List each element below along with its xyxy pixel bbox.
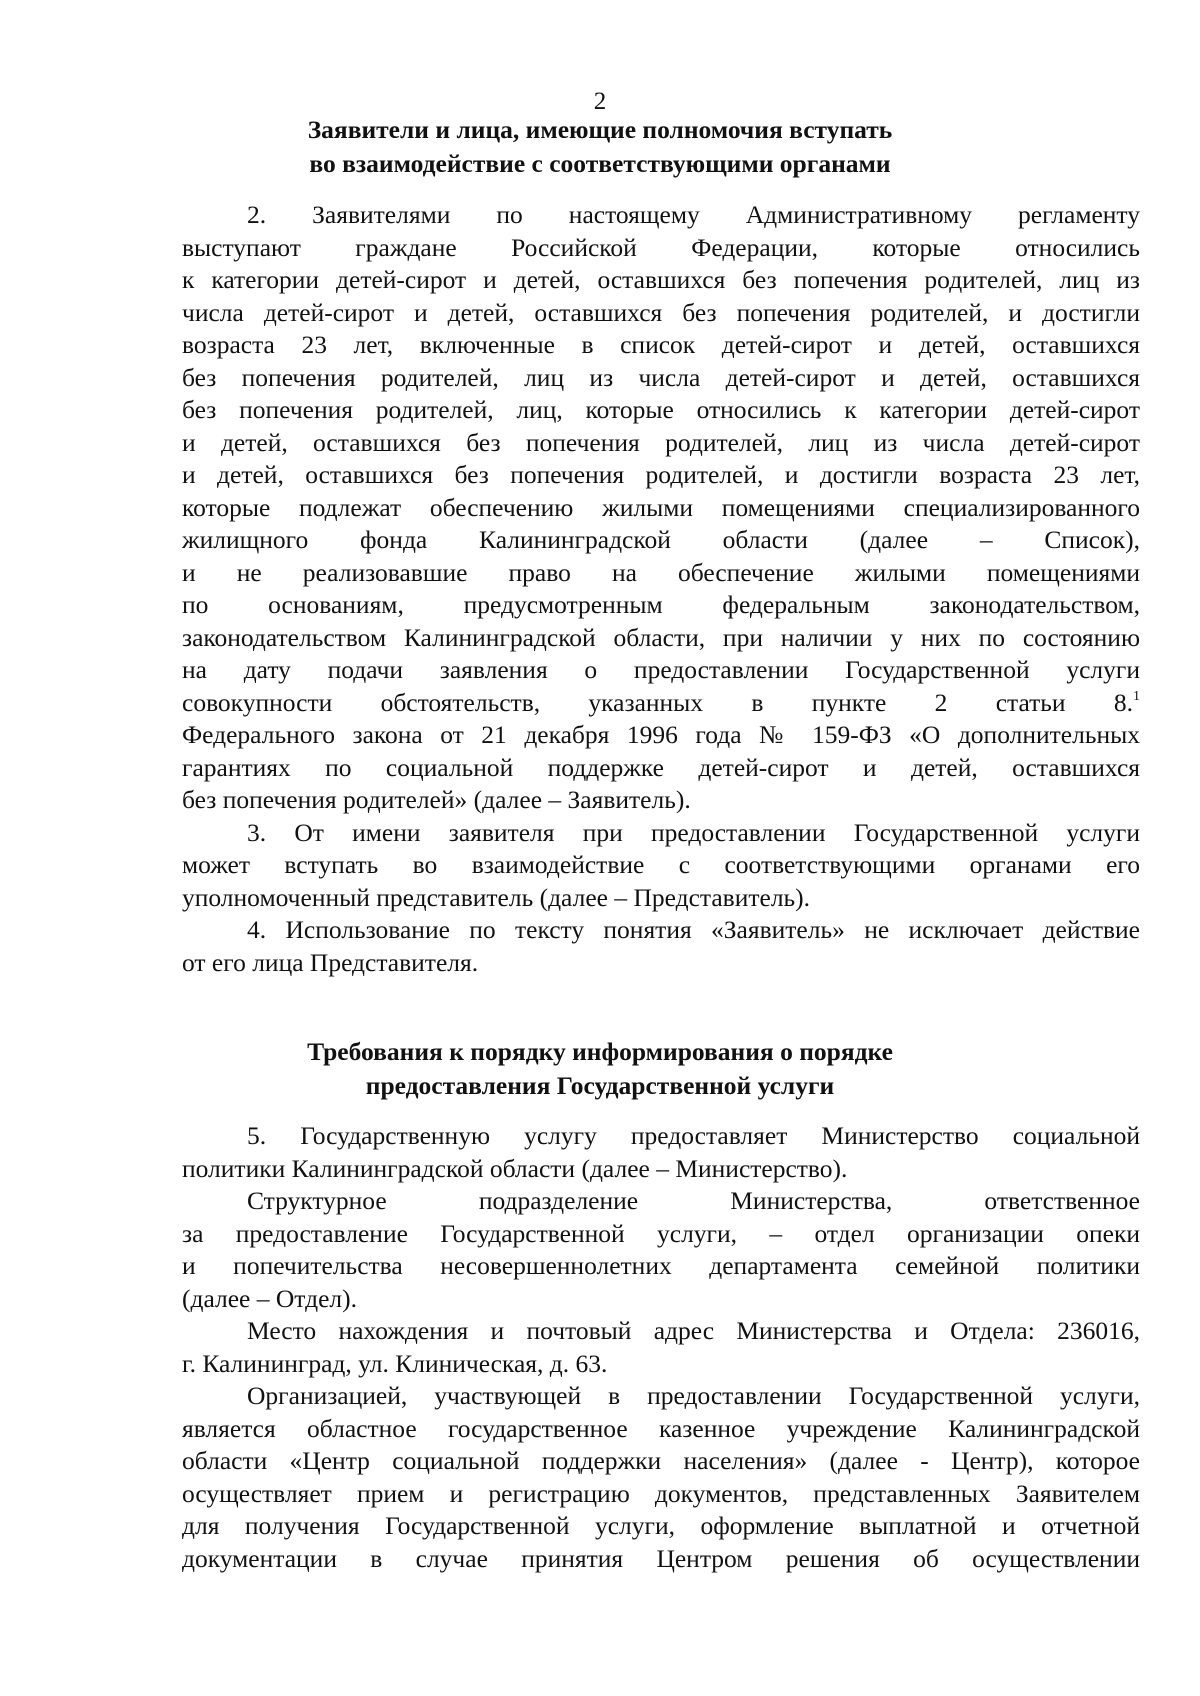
paragraph-line: от его лица Представителя.: [182, 947, 479, 977]
paragraph-line: числа детей-сирот и детей, оставшихся без попечения родителей, и достигли: [182, 297, 1140, 327]
paragraph-line: области «Центр социальной поддержки населения» (далее - Центр), которое: [182, 1446, 1140, 1475]
superscript-1: 1: [1133, 688, 1140, 704]
paragraph-line: для получения Государственной услуги, оформление выплатной и отчетной: [182, 1511, 1140, 1540]
section-heading-applicants: [0, 113, 1200, 181]
heading-line: Требования к порядку информирования о порядке: [307, 1037, 893, 1066]
section-body-information: [182, 1120, 1140, 1575]
paragraph-line: возраста 23 лет, включенные в список детей-сирот и детей, оставшихся: [182, 330, 1140, 359]
paragraph-line: 2. Заявителями по настоящему Административному регламенту: [247, 200, 1140, 229]
paragraph-line: политики Калининградской области (далее – Министерство).: [182, 1153, 848, 1183]
paragraph-line: гарантиях по социальной поддержке детей-сирот и детей, оставшихся: [182, 752, 1140, 782]
paragraph-line: Место нахождения и почтовый адрес Министерства и Отдела: 236016,: [247, 1316, 1140, 1345]
paragraph-line: может вступать во взаимодействие с соответствующими органами его: [182, 850, 1140, 879]
paragraph-line: документации в случае принятия Центром решения об осуществлении: [182, 1543, 1140, 1573]
paragraph-line: по основаниям, предусмотренным федеральным законодательством,: [182, 590, 1140, 619]
heading-line: предоставления Государственной услуги: [365, 1071, 835, 1100]
paragraph-line: и попечительства несовершеннолетних департамента семейной политики: [182, 1251, 1140, 1280]
paragraph-line: которые подлежат обеспечению жилыми помещениями специализированного: [182, 492, 1140, 522]
paragraph-line-with-footnote: [182, 687, 1140, 720]
paragraph-line-text: совокупности обстоятельств, указанных в пункте 2 статьи 8.: [182, 687, 1133, 717]
paragraph-line: 3. От имени заявителя при предоставлении Государственной услуги: [247, 817, 1140, 847]
paragraph-line: Структурное подразделение Министерства, ответственное: [247, 1186, 1140, 1215]
section-heading-information: [0, 1035, 1200, 1103]
paragraph-line: является областное государственное казенное учреждение Калининградской: [182, 1413, 1140, 1443]
page-number: 2: [593, 88, 607, 115]
paragraph-line: г. Калининград, ул. Клиническая, д. 63.: [182, 1348, 608, 1378]
section-body-applicants: [182, 199, 1140, 979]
paragraph-line: без попечения родителей» (далее – Заявитель).: [182, 785, 691, 814]
paragraph-line: к категории детей-сирот и детей, оставшихся без попечения родителей, лиц из: [182, 265, 1140, 294]
heading-line: Заявители и лица, имеющие полномочия вступать: [307, 115, 893, 144]
paragraph-line: за предоставление Государственной услуги, – отдел организации опеки: [182, 1218, 1140, 1248]
paragraph-line: 4. Использование по тексту понятия «Заявитель» не исключает действие: [247, 915, 1140, 944]
paragraph-line: жилищного фонда Калининградской области (далее – Список),: [182, 525, 1140, 554]
paragraph-line: и детей, оставшихся без попечения родителей, лиц из числа детей-сирот: [182, 427, 1140, 457]
paragraph-line: на дату подачи заявления о предоставлении Государственной услуги: [182, 655, 1140, 684]
paragraph-line: без попечения родителей, лиц, которые относились к категории детей-сирот: [182, 395, 1140, 424]
paragraph-line: и не реализовавшие право на обеспечение жилыми помещениями: [182, 557, 1140, 587]
paragraph-line: Федерального закона от 21 декабря 1996 года № 159-ФЗ «О дополнительных: [182, 720, 1140, 749]
paragraph-line: (далее – Отдел).: [182, 1283, 357, 1313]
paragraph-line: уполномоченный представитель (далее – Представитель).: [182, 882, 811, 912]
heading-line: во взаимодействие с соответствующими органами: [309, 149, 891, 178]
paragraph-line: выступают граждане Российской Федерации, которые относились: [182, 232, 1140, 262]
paragraph-line: без попечения родителей, лиц из числа детей-сирот и детей, оставшихся: [182, 362, 1140, 392]
paragraph-line: и детей, оставшихся без попечения родителей, и достигли возраста 23 лет,: [182, 460, 1140, 489]
paragraph-line: 5. Государственную услугу предоставляет Министерство социальной: [247, 1121, 1140, 1150]
paragraph-line: Организацией, участвующей в предоставлении Государственной услуги,: [247, 1381, 1140, 1410]
paragraph-line: законодательством Калининградской области, при наличии у них по состоянию: [182, 622, 1140, 652]
paragraph-line: осуществляет прием и регистрацию документов, представленных Заявителем: [182, 1478, 1140, 1508]
